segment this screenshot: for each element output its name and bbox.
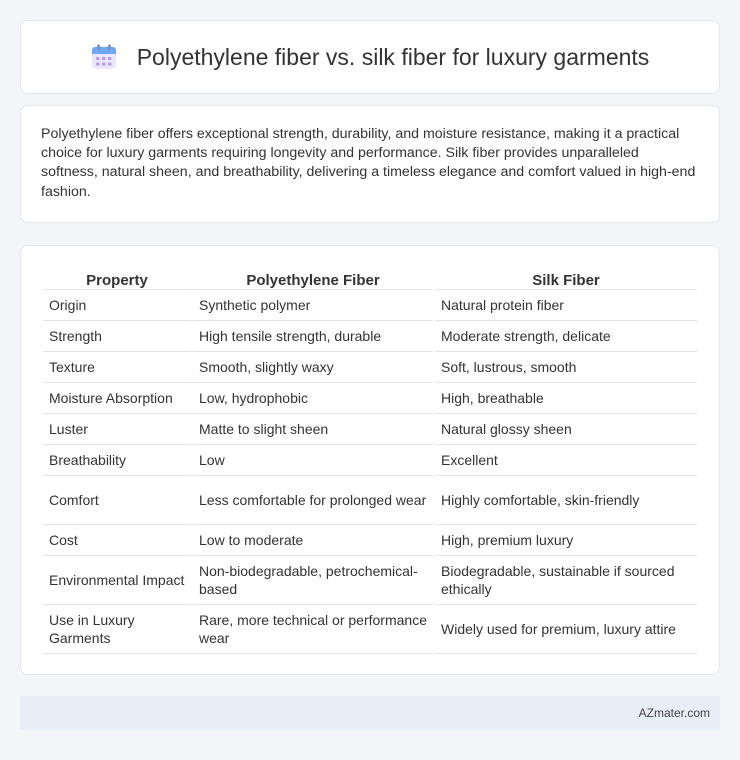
table-row bbox=[43, 605, 697, 654]
polyethylene-cell: High tensile strength, durable bbox=[193, 321, 433, 352]
silk-cell: Soft, lustrous, smooth bbox=[435, 352, 697, 383]
title-card bbox=[20, 20, 720, 94]
table-row bbox=[43, 445, 697, 476]
table-row bbox=[43, 383, 697, 414]
table-row bbox=[43, 352, 697, 383]
silk-cell: High, premium luxury bbox=[435, 525, 697, 556]
column-header-silk: Silk Fiber bbox=[435, 266, 697, 290]
polyethylene-cell: Rare, more technical or performance wear bbox=[193, 605, 433, 654]
table-row bbox=[43, 525, 697, 556]
table-row bbox=[43, 556, 697, 605]
property-cell: Comfort bbox=[43, 476, 191, 525]
title-row bbox=[21, 21, 719, 93]
table-card bbox=[20, 245, 720, 675]
property-cell: Environmental Impact bbox=[43, 556, 191, 605]
polyethylene-cell: Low to moderate bbox=[193, 525, 433, 556]
silk-cell: Natural protein fiber bbox=[435, 290, 697, 321]
table-row bbox=[43, 321, 697, 352]
polyethylene-cell: Low bbox=[193, 445, 433, 476]
polyethylene-cell: Low, hydrophobic bbox=[193, 383, 433, 414]
silk-cell: Natural glossy sheen bbox=[435, 414, 697, 445]
silk-cell: Highly comfortable, skin-friendly bbox=[435, 476, 697, 525]
footer-bar bbox=[20, 696, 720, 730]
silk-cell: Excellent bbox=[435, 445, 697, 476]
property-cell: Use in Luxury Garments bbox=[43, 605, 191, 654]
property-cell: Breathability bbox=[43, 445, 191, 476]
property-cell: Origin bbox=[43, 290, 191, 321]
silk-cell: Biodegradable, sustainable if sourced ethically bbox=[435, 556, 697, 605]
polyethylene-cell: Matte to slight sheen bbox=[193, 414, 433, 445]
table-row bbox=[43, 414, 697, 445]
silk-cell: High, breathable bbox=[435, 383, 697, 414]
polyethylene-cell: Less comfortable for prolonged wear bbox=[193, 476, 433, 525]
property-cell: Texture bbox=[43, 352, 191, 383]
property-cell: Cost bbox=[43, 525, 191, 556]
comparison-table bbox=[41, 266, 699, 654]
table-header-row bbox=[43, 266, 697, 290]
property-cell: Strength bbox=[43, 321, 191, 352]
polyethylene-cell: Synthetic polymer bbox=[193, 290, 433, 321]
intro-paragraph: Polyethylene fiber offers exceptional strength, durability, and moisture resistance, making it a practical choice for luxury garments requiring longevity and performance. Silk fiber provides unparalleled softness, natural sheen, and breathability, delivering a timeless elegance and comfort valued in high-end fashion. bbox=[41, 126, 696, 200]
polyethylene-cell: Smooth, slightly waxy bbox=[193, 352, 433, 383]
property-cell: Luster bbox=[43, 414, 191, 445]
property-cell: Moisture Absorption bbox=[43, 383, 191, 414]
calendar-icon bbox=[91, 44, 117, 70]
table-row bbox=[43, 476, 697, 525]
footer-brand: AZmater.com bbox=[638, 706, 710, 720]
silk-cell: Moderate strength, delicate bbox=[435, 321, 697, 352]
column-header-property: Property bbox=[43, 266, 191, 290]
polyethylene-cell: Non-biodegradable, petrochemical-based bbox=[193, 556, 433, 605]
table-row bbox=[43, 290, 697, 321]
silk-cell: Widely used for premium, luxury attire bbox=[435, 605, 697, 654]
column-header-polyethylene: Polyethylene Fiber bbox=[193, 266, 433, 290]
intro-card bbox=[20, 105, 720, 223]
page-title: Polyethylene fiber vs. silk fiber for luxury garments bbox=[136, 43, 650, 70]
